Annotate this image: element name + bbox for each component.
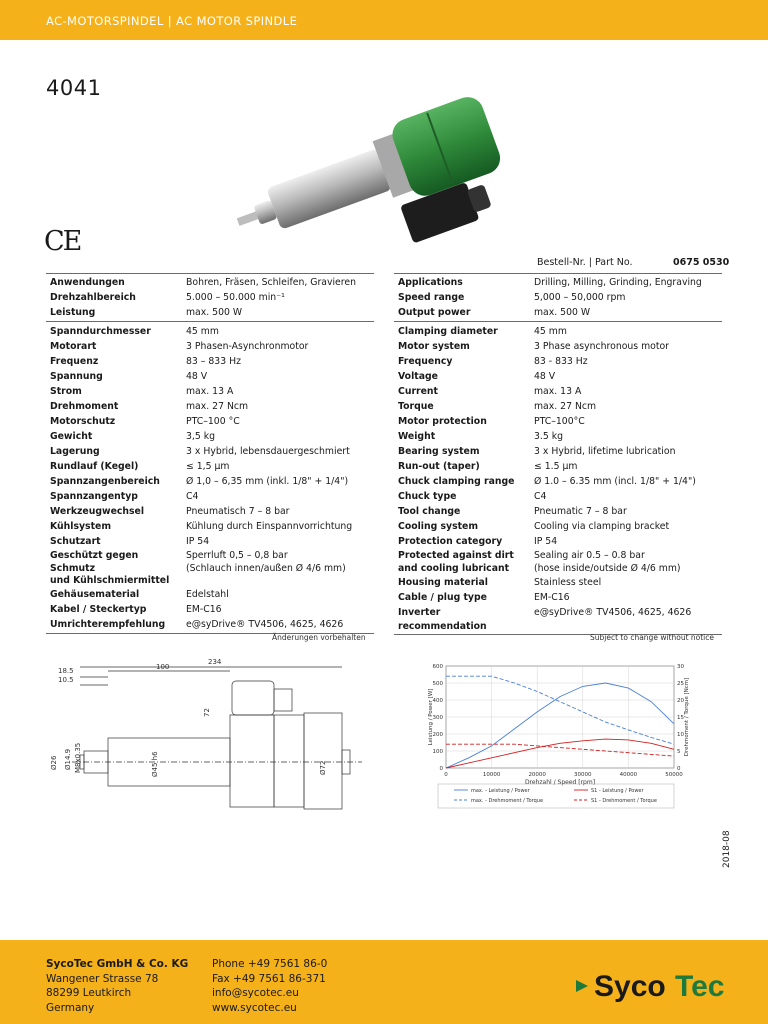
spec-value: 3 x Hybrid, lifetime lubrication	[534, 446, 676, 457]
spec-key: Motorschutz	[50, 416, 116, 427]
spec-row	[46, 291, 374, 306]
spec-key: Current	[398, 386, 438, 397]
spec-value: 83 – 833 Hz	[186, 356, 241, 367]
spec-row	[46, 460, 374, 475]
spec-key: Frequenz	[50, 356, 99, 367]
header-title: AC-MOTORSPINDEL | AC MOTOR SPINDLE	[46, 14, 298, 28]
spindle-photo	[225, 106, 510, 246]
spec-key: Spannzangenbereich	[50, 476, 160, 487]
spec-key: Applications	[398, 277, 463, 288]
logo-text-tec: Tec	[675, 970, 725, 1003]
spec-value: Sealing air 0.5 – 0.8 bar (hose inside/outside Ø 4/6 mm)	[534, 550, 681, 574]
spec-row	[46, 370, 374, 385]
dimension-drawing	[44, 655, 380, 795]
spec-row	[46, 400, 374, 415]
spec-value: PTC–100 °C	[186, 416, 240, 427]
spec-key: Geschützt gegen Schmutz und Kühlschmiermittel	[50, 550, 170, 586]
spec-row	[46, 618, 374, 634]
spec-value: 3,5 kg	[186, 431, 216, 442]
website-link[interactable]: www.sycotec.eu	[212, 1001, 297, 1014]
spec-value: Bohren, Fräsen, Schleifen, Gravieren	[186, 277, 356, 288]
spec-key: Leistung	[50, 307, 96, 318]
spec-key: Drehmoment	[50, 401, 119, 412]
spec-value: 5,000 – 50,000 rpm	[534, 292, 626, 303]
spec-key: Drehzahlbereich	[50, 292, 136, 303]
spec-row	[394, 520, 722, 535]
x-tick-label: 30000	[574, 772, 592, 778]
spec-value: EM-C16	[186, 603, 222, 615]
spec-key: Chuck type	[398, 491, 457, 502]
dim-10-5: 10.5	[58, 676, 74, 684]
spec-value: IP 54	[534, 536, 558, 547]
spec-row	[46, 415, 374, 430]
performance-chart	[398, 660, 688, 812]
spec-key: Tool change	[398, 506, 461, 517]
spec-value: 83 - 833 Hz	[534, 356, 588, 367]
y2-tick-label: 30	[677, 664, 684, 670]
spec-key: Cable / plug type	[398, 592, 487, 603]
footer-bar	[0, 940, 768, 1024]
fax: Fax +49 7561 86-371	[212, 972, 326, 985]
y-tick-label: 100	[432, 749, 443, 755]
y-tick-label: 400	[432, 698, 443, 704]
spec-key: Cooling system	[398, 521, 479, 532]
spec-value: 3 Phase asynchronous motor	[534, 341, 669, 352]
y2-tick-label: 0	[677, 766, 681, 772]
spec-value: max. 500 W	[186, 307, 243, 318]
spec-key: Spannung	[50, 371, 103, 382]
spec-value: Stainless steel	[534, 577, 602, 588]
dim-100: 100	[156, 663, 170, 671]
spec-row	[46, 475, 374, 490]
spec-value: 45 mm	[182, 322, 374, 341]
spec-row	[394, 340, 722, 355]
spec-key: Umrichterempfehlung	[50, 618, 166, 630]
spec-key: Inverter recommendation	[398, 607, 487, 632]
specs-table-en	[394, 273, 722, 635]
company-name: SycoTec GmbH & Co. KG	[46, 958, 189, 970]
spec-row	[46, 550, 374, 588]
spec-value: Ø 1.0 – 6.35 mm (incl. 1/8" + 1/4")	[534, 476, 696, 487]
y2-tick-label: 25	[677, 681, 684, 687]
spec-key: Kabel / Steckertyp	[50, 603, 147, 615]
y-tick-label: 600	[432, 664, 443, 670]
spec-value: ≤ 1.5 µm	[534, 461, 578, 472]
revision-date: 2018-08	[722, 830, 732, 868]
spec-value: 45 mm	[530, 322, 722, 341]
spec-key: Spanndurchmesser	[46, 322, 182, 341]
spec-row	[394, 370, 722, 385]
spec-row	[46, 430, 374, 445]
dim-72-height: 72	[203, 708, 211, 717]
legend-label: S1 - Leistung / Power	[591, 788, 644, 794]
spec-row	[394, 322, 722, 341]
header-bar	[0, 0, 768, 40]
spec-row	[394, 274, 722, 292]
y2-tick-label: 10	[677, 732, 684, 738]
x-tick-label: 10000	[482, 772, 501, 778]
sycotec-logo	[574, 962, 744, 1010]
spec-key: Frequency	[398, 356, 453, 367]
dim-d26: Ø26	[50, 755, 58, 770]
spec-value: e@syDrive® TV4506, 4625, 4626	[534, 607, 692, 618]
spec-key: Speed range	[398, 292, 465, 303]
spec-value: max. 27 Ncm	[186, 401, 249, 412]
specs-table-de	[46, 273, 374, 634]
y2-tick-label: 5	[677, 749, 681, 755]
y-axis-label: Leistung / Power [W]	[428, 688, 434, 746]
spec-key: Bearing system	[398, 446, 480, 457]
spec-row	[394, 490, 722, 505]
logo-arrow-icon	[576, 980, 588, 992]
spec-row	[394, 576, 722, 591]
x-tick-label: 50000	[665, 772, 683, 778]
spec-key: Protected against dirt and cooling lubricant	[398, 550, 514, 574]
spec-row	[394, 591, 722, 606]
x-tick-label: 40000	[619, 772, 638, 778]
spec-value: ≤ 1,5 µm	[186, 461, 230, 472]
spec-row	[46, 505, 374, 520]
spec-value: 3 Phasen-Asynchronmotor	[186, 341, 309, 352]
dim-d45: Ø45 h6	[151, 751, 159, 777]
spec-value: max. 13 A	[534, 386, 582, 397]
spec-key: Motor system	[398, 341, 470, 352]
dim-234: 234	[208, 658, 222, 666]
spec-key: Motor protection	[398, 416, 487, 427]
legend-label: max. - Drehmoment / Torque	[471, 798, 544, 804]
company-street: Wangener Strasse 78	[46, 972, 159, 985]
series-line-3	[446, 744, 674, 756]
x-axis-label: Drehzahl / Speed [rpm]	[524, 779, 596, 786]
spec-key: Chuck clamping range	[398, 476, 515, 487]
dim-d72: Ø72	[319, 760, 327, 775]
y-tick-label: 0	[439, 766, 443, 772]
legend-label: max. - Leistung / Power	[471, 788, 530, 794]
spec-row	[394, 475, 722, 490]
spec-key: Output power	[398, 307, 471, 318]
spec-key: Lagerung	[50, 446, 100, 457]
spec-value: Pneumatic 7 – 8 bar	[534, 506, 627, 517]
spec-key: Strom	[50, 386, 82, 397]
dim-m8: M8x0.35	[74, 742, 82, 773]
spec-key: Torque	[398, 401, 434, 412]
spec-row	[46, 340, 374, 355]
spec-key: Kühlsystem	[50, 521, 112, 532]
ce-mark: CE	[44, 226, 81, 257]
spec-row	[394, 535, 722, 550]
spec-value: 48 V	[534, 371, 556, 382]
spec-key: Clamping diameter	[394, 322, 530, 341]
spec-value: EM-C16	[534, 592, 570, 603]
email-link[interactable]: info@sycotec.eu	[212, 987, 299, 999]
spec-value: Ø 1,0 – 6,35 mm (inkl. 1/8" + 1/4")	[186, 476, 349, 487]
dim-18-5: 18.5	[58, 667, 74, 675]
spec-row	[46, 490, 374, 505]
note-de: Änderungen vorbehalten	[272, 633, 366, 642]
series-line-0	[446, 683, 674, 768]
spec-value: max. 13 A	[186, 386, 234, 397]
spec-value: 5.000 – 50.000 min⁻¹	[186, 292, 285, 303]
spec-value: Kühlung durch Einspannvorrichtung	[186, 521, 353, 532]
spec-row	[394, 291, 722, 306]
spec-row	[46, 274, 374, 292]
spec-value: Sperrluft 0,5 – 0,8 bar (Schlauch innen/außen Ø 4/6 mm)	[186, 550, 346, 574]
spec-value: PTC–100°C	[534, 416, 585, 427]
spec-key: Protection category	[398, 536, 503, 547]
spec-row	[394, 445, 722, 460]
spec-key: Housing material	[398, 577, 488, 588]
y-tick-label: 200	[432, 732, 443, 738]
spec-value: Cooling via clamping bracket	[534, 521, 670, 532]
spec-row	[46, 603, 374, 618]
spec-row	[394, 430, 722, 445]
x-tick-label: 20000	[528, 772, 546, 778]
y-tick-label: 300	[432, 715, 443, 721]
part-number-label: Bestell-Nr. | Part No.	[537, 257, 633, 268]
spec-key: Anwendungen	[50, 277, 125, 288]
part-number: 0675 0530	[673, 257, 730, 268]
spec-key: Schutzart	[50, 536, 101, 547]
spec-row	[394, 460, 722, 475]
spec-row	[394, 505, 722, 520]
spec-row	[394, 355, 722, 370]
spec-row	[394, 400, 722, 415]
spec-value: IP 54	[186, 536, 210, 547]
spec-value: Drilling, Milling, Grinding, Engraving	[534, 277, 702, 288]
y2-tick-label: 15	[677, 715, 684, 721]
spec-value: 3.5 kg	[534, 431, 564, 442]
spec-row	[394, 606, 722, 635]
company-country: Germany	[46, 1001, 95, 1014]
spec-value: e@syDrive® TV4506, 4625, 4626	[186, 618, 344, 630]
spec-row	[46, 445, 374, 460]
spec-key: Motorart	[50, 341, 97, 352]
spec-value: Pneumatisch 7 – 8 bar	[186, 506, 290, 517]
spec-key: Rundlauf (Kegel)	[50, 461, 139, 472]
spec-row	[46, 322, 374, 341]
spec-value: C4	[186, 491, 199, 502]
x-tick-label: 0	[444, 772, 448, 778]
y-tick-label: 500	[432, 681, 443, 687]
spec-value: Edelstahl	[186, 588, 229, 600]
spec-row	[46, 355, 374, 370]
model-number: 4041	[46, 76, 102, 100]
spec-row	[394, 550, 722, 576]
spec-key: Gewicht	[50, 431, 93, 442]
spec-value: 3 x Hybrid, lebensdauergeschmiert	[186, 446, 350, 457]
phone: Phone +49 7561 86-0	[212, 958, 328, 970]
spec-row	[394, 385, 722, 400]
spec-row	[46, 385, 374, 400]
spec-row	[46, 520, 374, 535]
spec-key: Werkzeugwechsel	[50, 506, 145, 517]
y2-axis-label: Drehmoment / Torque [Ncm]	[684, 677, 690, 757]
note-en: Subject to change without notice	[590, 633, 715, 642]
logo-text-syco: Syco	[594, 970, 666, 1003]
spec-value: max. 500 W	[534, 307, 591, 318]
spec-row	[46, 588, 374, 603]
spec-value: C4	[534, 491, 547, 502]
spec-key: Gehäusematerial	[50, 588, 140, 600]
spec-value: max. 27 Ncm	[534, 401, 597, 412]
spec-key: Weight	[398, 431, 436, 442]
spec-key: Run-out (taper)	[398, 461, 480, 472]
spec-key: Voltage	[398, 371, 438, 382]
y2-tick-label: 20	[677, 698, 684, 704]
dim-d14-9: Ø14.9	[64, 748, 72, 770]
spec-value: 48 V	[186, 371, 208, 382]
spec-row	[394, 306, 722, 322]
spec-key: Spannzangentyp	[50, 491, 138, 502]
spec-row	[46, 306, 374, 322]
company-city: 88299 Leutkirch	[46, 987, 132, 999]
legend-label: S1 - Drehmoment / Torque	[591, 798, 657, 804]
spec-row	[46, 535, 374, 550]
spec-row	[394, 415, 722, 430]
